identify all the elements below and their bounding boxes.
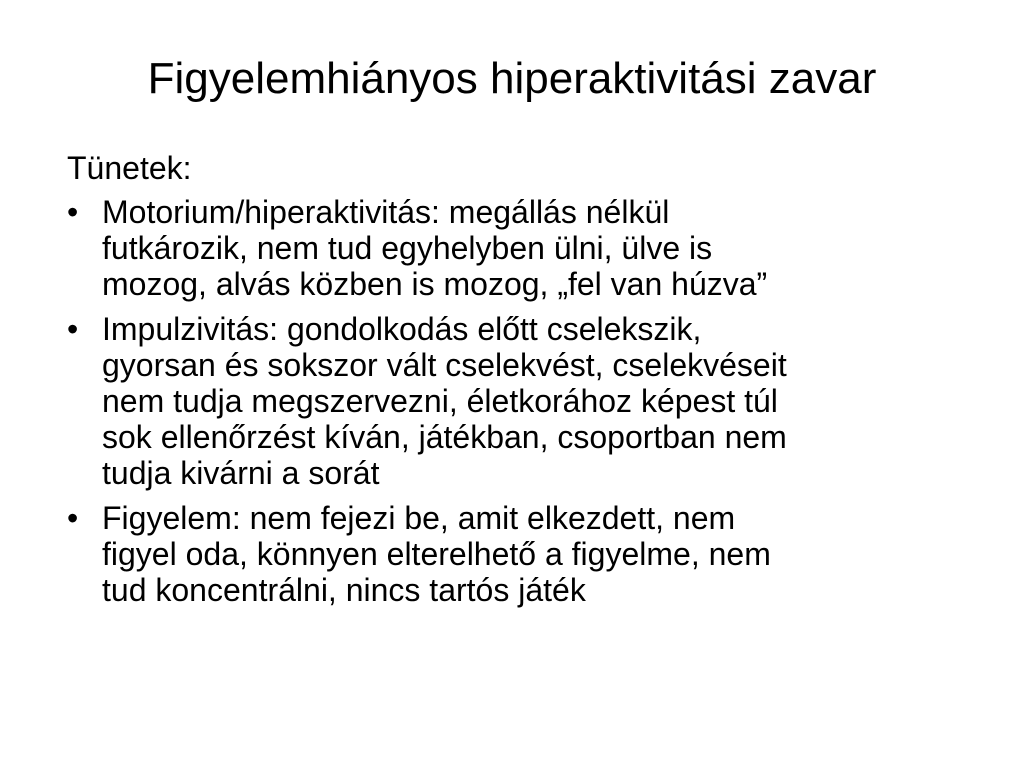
bullet-text-line: nem tudja megszervezni, életkorához képest túl (102, 383, 778, 419)
list-item-motorium (67, 194, 967, 302)
bullet-icon: • (67, 311, 79, 347)
list-item-attention (67, 500, 967, 608)
bullet-text-line: mozog, alvás közben is mozog, „fel van húzva” (102, 266, 768, 302)
bullet-text-line: figyel oda, könnyen elterelhető a figyelme, nem (102, 536, 771, 572)
bullet-text-line: Impulzivitás: gondolkodás előtt cselekszik, (102, 311, 702, 347)
bullet-text-line: gyorsan és sokszor vált cselekvést, cselekvéseit (102, 347, 787, 383)
bullet-icon: • (67, 194, 79, 230)
slide-title: Figyelemhiányos hiperaktivitási zavar (147, 54, 877, 103)
symptom-list (67, 194, 967, 608)
bullet-text-line: Motorium/hiperaktivitás: megállás nélkül (102, 194, 670, 230)
bullet-icon: • (67, 500, 79, 536)
slide-content (67, 150, 967, 617)
bullet-text-line: tudja kivárni a sorát (102, 455, 380, 491)
bullet-text-line: tud koncentrálni, nincs tartós játék (102, 572, 586, 608)
bullet-text-line: sok ellenőrzést kíván, játékban, csoportban nem (102, 419, 787, 455)
list-item-impulsivity (67, 311, 967, 491)
bullet-text-line: Figyelem: nem fejezi be, amit elkezdett, nem (102, 500, 736, 536)
symptoms-heading: Tünetek: (67, 150, 192, 186)
bullet-text-line: futkározik, nem tud egyhelyben ülni, ülve is (102, 230, 713, 266)
